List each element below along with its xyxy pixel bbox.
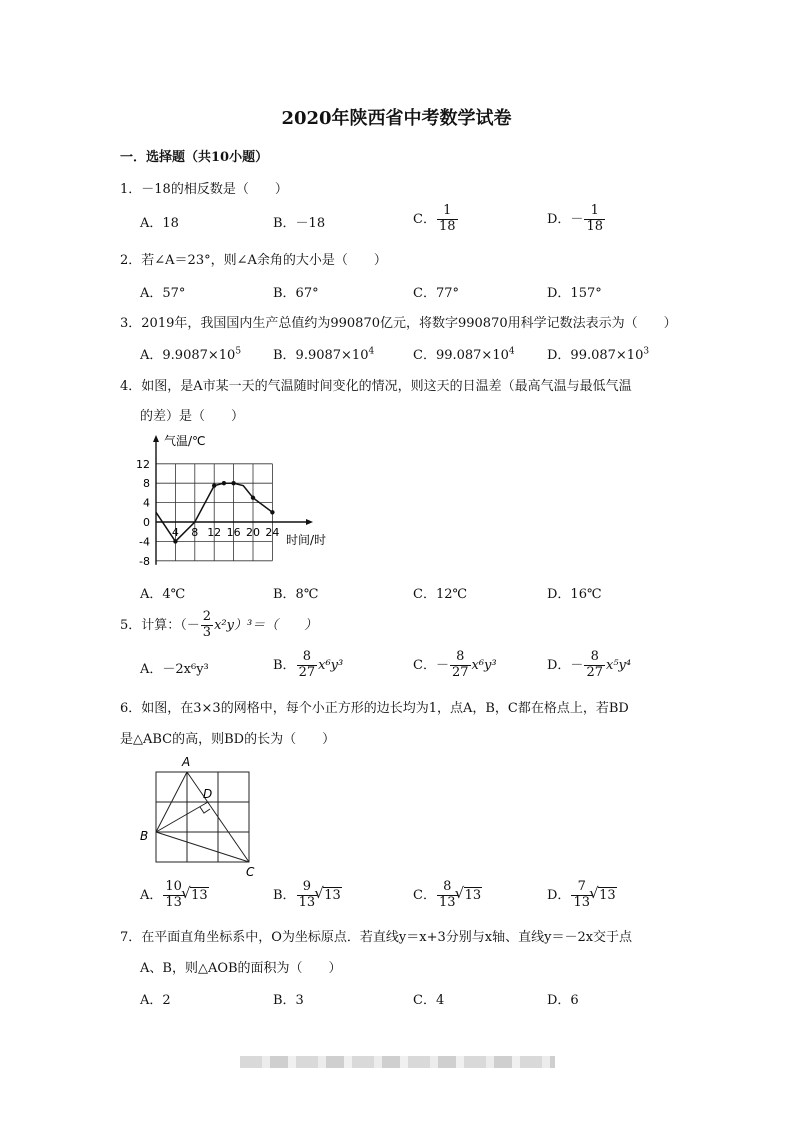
q6-a-prefix: A． (140, 887, 163, 903)
q5-d-var: x⁵y⁴ (605, 657, 632, 673)
data-point (212, 483, 216, 487)
q2-option-b: B．67° (273, 286, 319, 301)
y-tick-label: 4 (143, 496, 150, 510)
q1-d-prefix: D．－ (547, 211, 584, 227)
grid-border (156, 772, 249, 862)
q5-b-fraction (297, 650, 318, 681)
q3-d-base: D．99.087×10 (547, 348, 644, 363)
y-tick-label: 8 (143, 477, 150, 491)
q3-c-base: C．99.087×10 (413, 348, 509, 363)
q1-d-fraction (584, 204, 605, 235)
question-7-stem-line2: A、B，则△AOB的面积为（ ） (140, 961, 342, 976)
q5-stem-den: 3 (202, 624, 212, 640)
y-axis-arrow (153, 435, 159, 442)
data-point (222, 481, 226, 485)
chart-xlabel: 时间/时 (286, 533, 327, 547)
q6-d-num: 7 (571, 880, 592, 896)
q5-c-var: x⁶y³ (471, 657, 497, 673)
chart-tick-labels (136, 458, 279, 568)
q5-d-den: 27 (586, 664, 603, 680)
question-6-stem-line2: 是△ABC的高，则BD的长为（ ） (120, 732, 336, 747)
q5-c-prefix: C．－ (413, 657, 449, 673)
q5-stem-fraction (201, 610, 213, 641)
q5-c-num: 8 (450, 650, 471, 666)
temperature-chart (130, 430, 350, 570)
q6-c-prefix: C． (413, 887, 436, 903)
q6-c-den: 13 (438, 894, 456, 910)
y-tick-label: 12 (136, 457, 150, 471)
q5-d-num: 8 (584, 650, 605, 666)
q5-option-d (547, 650, 631, 681)
x-tick-label: 20 (246, 526, 260, 539)
q2-option-d: D．157° (547, 286, 602, 301)
q6-b-den: 13 (298, 894, 316, 910)
q3-a-base: A．9.9087×10 (140, 348, 236, 363)
q5-stem-suffix: x²y）³＝（ ） (214, 617, 318, 633)
q3-option-b (273, 344, 374, 363)
chart-ylabel: 气温/℃ (164, 434, 206, 448)
q1-c-fraction (437, 204, 458, 235)
q6-a-num: 10 (165, 879, 182, 894)
q5-d-fraction (584, 650, 605, 681)
q6-option-d (547, 880, 617, 911)
label-d: D (203, 787, 213, 801)
q3-option-c (413, 344, 515, 363)
q7-option-d: D．6 (547, 993, 579, 1008)
q6-option-b (273, 880, 342, 911)
q5-b-prefix: B． (273, 657, 296, 673)
q5-c-fraction (450, 650, 471, 681)
label-b: B (140, 829, 149, 843)
chart-grid (156, 464, 272, 561)
page-title: 2020年陕西省中考数学试卷 (281, 108, 512, 129)
x-tick-label: 16 (226, 526, 241, 539)
question-1-stem: 1．－18的相反数是（ ） (120, 182, 288, 197)
q6-d-den: 13 (573, 894, 590, 910)
q1-c-prefix: C． (413, 211, 436, 227)
q5-stem-num: 2 (202, 609, 212, 624)
q6-d-prefix: D． (547, 887, 571, 903)
y-tick-label: 0 (143, 516, 150, 529)
q6-option-a (140, 880, 209, 911)
q3-b-base: B．9.9087×10 (273, 348, 369, 363)
right-angle-mark (200, 807, 210, 813)
q7-option-b: B．3 (273, 993, 304, 1008)
q1-d-num: 1 (584, 204, 605, 220)
q1-d-den: 18 (586, 218, 603, 234)
q6-option-c (413, 880, 482, 911)
q5-option-c (413, 650, 497, 681)
x-axis-arrow (306, 519, 313, 525)
q3-option-d (547, 344, 649, 363)
question-5-stem (120, 610, 317, 641)
q5-c-den: 27 (451, 664, 469, 680)
y-tick-label: -4 (139, 535, 150, 549)
x-tick-label: 4 (171, 526, 179, 539)
q4-option-c: C．12℃ (413, 587, 468, 602)
q5-option-b (273, 650, 343, 681)
x-tick-label: 24 (265, 526, 280, 539)
section-heading: 一．选择题（共10小题） (120, 150, 269, 165)
data-point (173, 539, 177, 543)
q6-a-radical: √ 13 (190, 887, 209, 903)
q6-d-radical: √ 13 (598, 887, 617, 903)
q1-option-c (413, 204, 459, 235)
q1-option-b: B．－18 (273, 216, 326, 231)
q4-option-d: D．16℃ (547, 587, 602, 602)
side-bc (156, 832, 249, 862)
grid-triangle-figure (136, 752, 266, 880)
q5-d-prefix: D．－ (547, 657, 584, 673)
question-6-stem-line1: 6．如图，在3×3的网格中，每个小正方形的边长均为1，点A，B，C都在格点上，若BD (120, 701, 629, 716)
q7-option-c: C．4 (413, 993, 445, 1008)
q6-b-radical: √ 13 (323, 887, 342, 903)
q5-b-den: 27 (298, 664, 316, 680)
question-3-stem: 3．2019年，我国国内生产总值约为990870亿元，将数字990870用科学记数法表示为（ ） (120, 316, 677, 331)
data-point (270, 510, 274, 514)
q6-b-num: 9 (297, 880, 318, 896)
q3-a-exp: 5 (235, 346, 242, 357)
q6-c-radical: √ 13 (464, 887, 483, 903)
question-4-stem-line2: 的差）是（ ） (140, 409, 245, 424)
question-2-stem: 2．若∠A＝23°，则∠A余角的大小是（ ） (120, 253, 387, 268)
blurred-footer-watermark (240, 1056, 555, 1068)
x-tick-label: 8 (191, 526, 199, 539)
label-a: A (182, 755, 191, 769)
data-point (251, 496, 255, 500)
q6-a-den: 13 (165, 894, 182, 910)
q6-b-prefix: B． (273, 887, 296, 903)
q3-c-exp: 4 (508, 346, 515, 357)
q3-b-exp: 4 (368, 346, 375, 357)
q4-option-b: B．8℃ (273, 587, 319, 602)
q2-option-a: A．57° (140, 286, 186, 301)
q5-option-a: A．－2x⁶y³ (140, 662, 209, 677)
q3-option-a (140, 344, 241, 363)
data-point (231, 481, 235, 485)
q4-option-a: A．4℃ (140, 587, 186, 602)
q1-c-den: 18 (438, 218, 456, 234)
q3-d-exp: 3 (643, 346, 650, 357)
question-7-stem-line1: 7．在平面直角坐标系中，O为坐标原点．若直线y＝x+3分别与x轴、直线y＝－2x交于点 (120, 930, 633, 945)
q5-stem-prefix: 5．计算：（－ (120, 617, 200, 633)
q5-b-num: 8 (297, 650, 318, 666)
q6-c-num: 8 (437, 880, 458, 896)
q1-option-d (547, 204, 606, 235)
q5-b-var: x⁶y³ (318, 657, 344, 673)
q7-option-a: A．2 (140, 993, 171, 1008)
label-c: C (246, 865, 255, 879)
y-tick-label: -8 (139, 554, 150, 568)
q1-option-a: A．18 (140, 216, 179, 231)
question-4-stem-line1: 4．如图，是A市某一天的气温随时间变化的情况，则这天的日温差（最高气温与最低气温 (120, 379, 632, 394)
q1-c-num: 1 (437, 204, 458, 220)
x-tick-label: 12 (207, 526, 222, 539)
q2-option-c: C．77° (413, 286, 459, 301)
